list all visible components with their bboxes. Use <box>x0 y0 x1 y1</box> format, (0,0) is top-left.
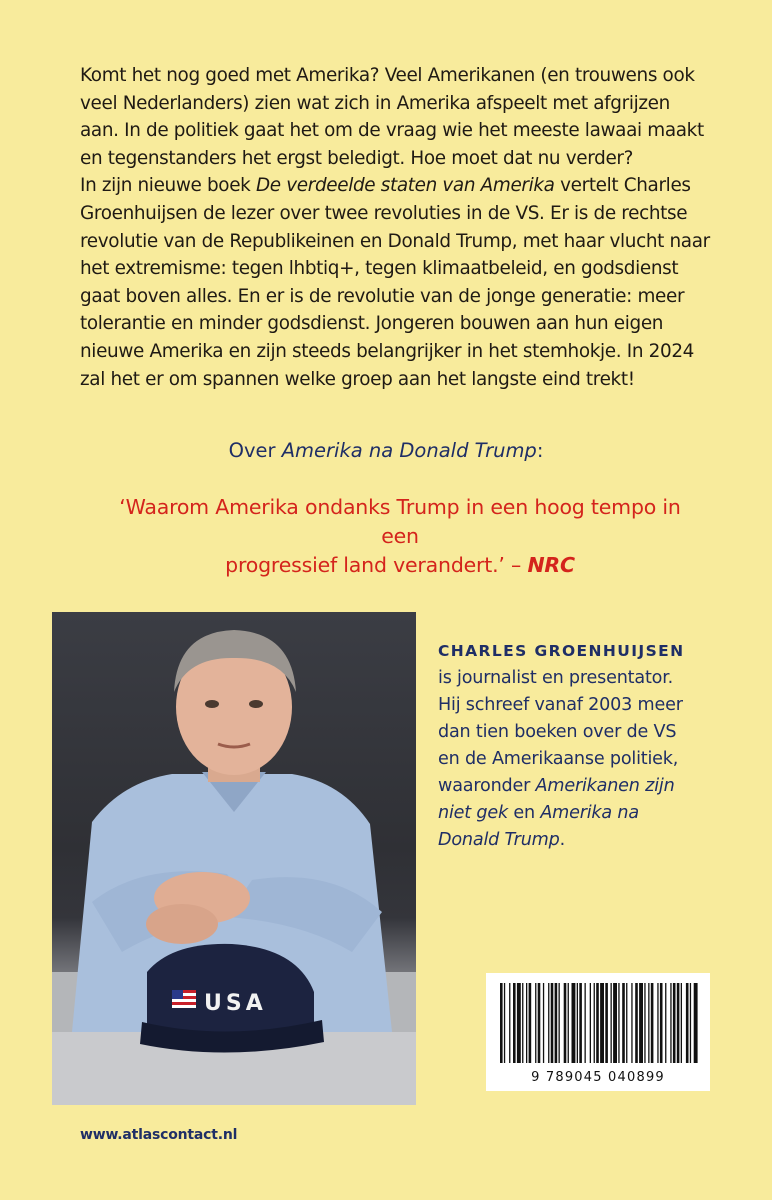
barcode-bar <box>526 983 527 1063</box>
author-portrait-illustration <box>52 612 416 1105</box>
over-book-title: Amerika na Donald Trump <box>281 439 537 462</box>
barcode-bar <box>626 983 627 1063</box>
barcode-bar <box>522 983 523 1063</box>
blurb-text: In zijn nieuwe boek <box>80 175 256 197</box>
barcode-bar <box>564 983 567 1063</box>
lower-hand <box>146 904 218 944</box>
blurb-line: zal het er om spannen welke groep aan het langste eind trekt! <box>80 368 635 390</box>
barcode-bar <box>538 983 541 1063</box>
left-eye <box>205 700 219 708</box>
barcode-bar <box>657 983 658 1063</box>
right-eye <box>249 700 263 708</box>
barcode-bar <box>639 983 643 1063</box>
barcode-bar <box>572 983 576 1063</box>
author-bio <box>438 638 728 854</box>
quote-source: NRC <box>527 553 575 577</box>
barcode-bar <box>694 983 698 1063</box>
author-photo <box>52 612 416 1105</box>
barcode-bar <box>596 983 599 1063</box>
barcode-bar <box>611 983 612 1063</box>
barcode-bar <box>670 983 671 1063</box>
barcode-bar <box>622 983 625 1063</box>
bio-book-2-cont: Donald Trump <box>438 830 560 850</box>
book-title: De verdeelde staten van Amerika <box>255 175 555 197</box>
blurb-paragraph-2 <box>80 172 720 393</box>
blurb-line: en tegenstanders het ergst beledigt. Hoe moet dat nu verder? <box>80 147 634 169</box>
isbn-number: 9 789045 040899 <box>531 1070 665 1085</box>
blurb-line: Komt het nog goed met Amerika? Veel Amerikanen (en trouwens ook <box>80 65 695 86</box>
barcode-bar <box>651 983 654 1063</box>
barcode-bar <box>644 983 645 1063</box>
over-prefix: Over <box>228 439 282 462</box>
blurb-line: gaat boven alles. En er is de revolutie van de jonge generatie: meer <box>80 285 685 307</box>
bio-book-1-cont: niet gek <box>438 803 508 823</box>
back-cover-blurb <box>80 62 720 393</box>
blurb-text: vertelt Charles <box>554 175 691 197</box>
barcode-bar <box>635 983 638 1063</box>
barcode-bar <box>535 983 536 1063</box>
barcode-bar <box>585 983 586 1063</box>
barcode-bar <box>509 983 510 1063</box>
blurb-line: nieuwe Amerika en zijn steeds belangrijker in het stemhokje. In 2024 <box>80 340 695 362</box>
barcode-bar <box>529 983 532 1063</box>
over-heading <box>0 439 772 462</box>
barcode-bar <box>600 983 604 1063</box>
barcode-bar <box>613 983 617 1063</box>
barcode-bar <box>543 983 544 1063</box>
barcode-bar <box>618 983 619 1063</box>
barcode-bar <box>504 983 505 1063</box>
cap-lettering: USA <box>204 991 267 1016</box>
blurb-line: revolutie van de Republikeinen en Donald Trump, met haar vlucht naar <box>80 230 710 252</box>
barcode-bar <box>513 983 516 1063</box>
barcode-bar <box>579 983 582 1063</box>
barcode-bar <box>577 983 578 1063</box>
blurb-line: veel Nederlanders) zien wat zich in Amerika afspeelt met afgrijzen <box>80 92 670 114</box>
barcode-bar <box>681 983 682 1063</box>
press-quote <box>100 493 700 580</box>
blurb-line: tolerantie en minder godsdienst. Jongeren bouwen aan hun eigen <box>80 313 664 335</box>
barcode-bars <box>486 973 710 1069</box>
bio-line: is journalist en presentator. <box>438 668 674 688</box>
bio-line: Hij schreef vanaf 2003 meer <box>438 695 683 715</box>
barcode-bar <box>559 983 560 1063</box>
barcode-bar <box>555 983 558 1063</box>
barcode-bar <box>631 983 632 1063</box>
over-suffix: : <box>536 439 544 462</box>
blurb-line: Groenhuijsen de lezer over twee revoluties in de VS. Er is de rechtse <box>80 202 688 224</box>
bio-end: . <box>559 830 565 850</box>
barcode-bar <box>500 983 503 1063</box>
barcode-bar <box>648 983 649 1063</box>
barcode-bar <box>665 983 666 1063</box>
bio-line: en <box>507 803 541 823</box>
barcode-bar <box>660 983 663 1063</box>
barcode-bar <box>517 983 521 1063</box>
bio-line: dan tien boeken over de VS <box>438 722 677 742</box>
quote-line-2: progressief land verandert.’ – <box>225 553 528 577</box>
blurb-line: het extremisme: tegen lhbtiq+, tegen klimaatbeleid, en godsdienst <box>80 258 679 280</box>
barcode-bar <box>673 983 676 1063</box>
barcode-bar <box>551 983 554 1063</box>
bio-book-2: Amerika na <box>540 803 639 823</box>
author-name: CHARLES GROENHUIJSEN <box>438 642 685 660</box>
quote-line-1: ‘Waarom Amerika ondanks Trump in een hoog tempo in een <box>119 495 681 548</box>
barcode-bar <box>605 983 608 1063</box>
publisher-website[interactable]: www.atlascontact.nl <box>80 1127 238 1143</box>
isbn-barcode <box>486 973 710 1091</box>
barcode-bar <box>590 983 591 1063</box>
barcode-bar <box>548 983 549 1063</box>
bio-line: waaronder <box>438 776 536 796</box>
barcode-bar <box>690 983 691 1063</box>
bio-book-1: Amerikanen zijn <box>535 776 675 796</box>
barcode-bar <box>677 983 680 1063</box>
blurb-line: aan. In de politiek gaat het om de vraag wie het meeste lawaai maakt <box>80 120 704 142</box>
barcode-bar <box>686 983 689 1063</box>
barcode-bar <box>568 983 569 1063</box>
blurb-paragraph-1 <box>80 62 720 172</box>
bio-line: en de Amerikaanse politiek, <box>438 749 679 769</box>
barcode-bar <box>594 983 595 1063</box>
